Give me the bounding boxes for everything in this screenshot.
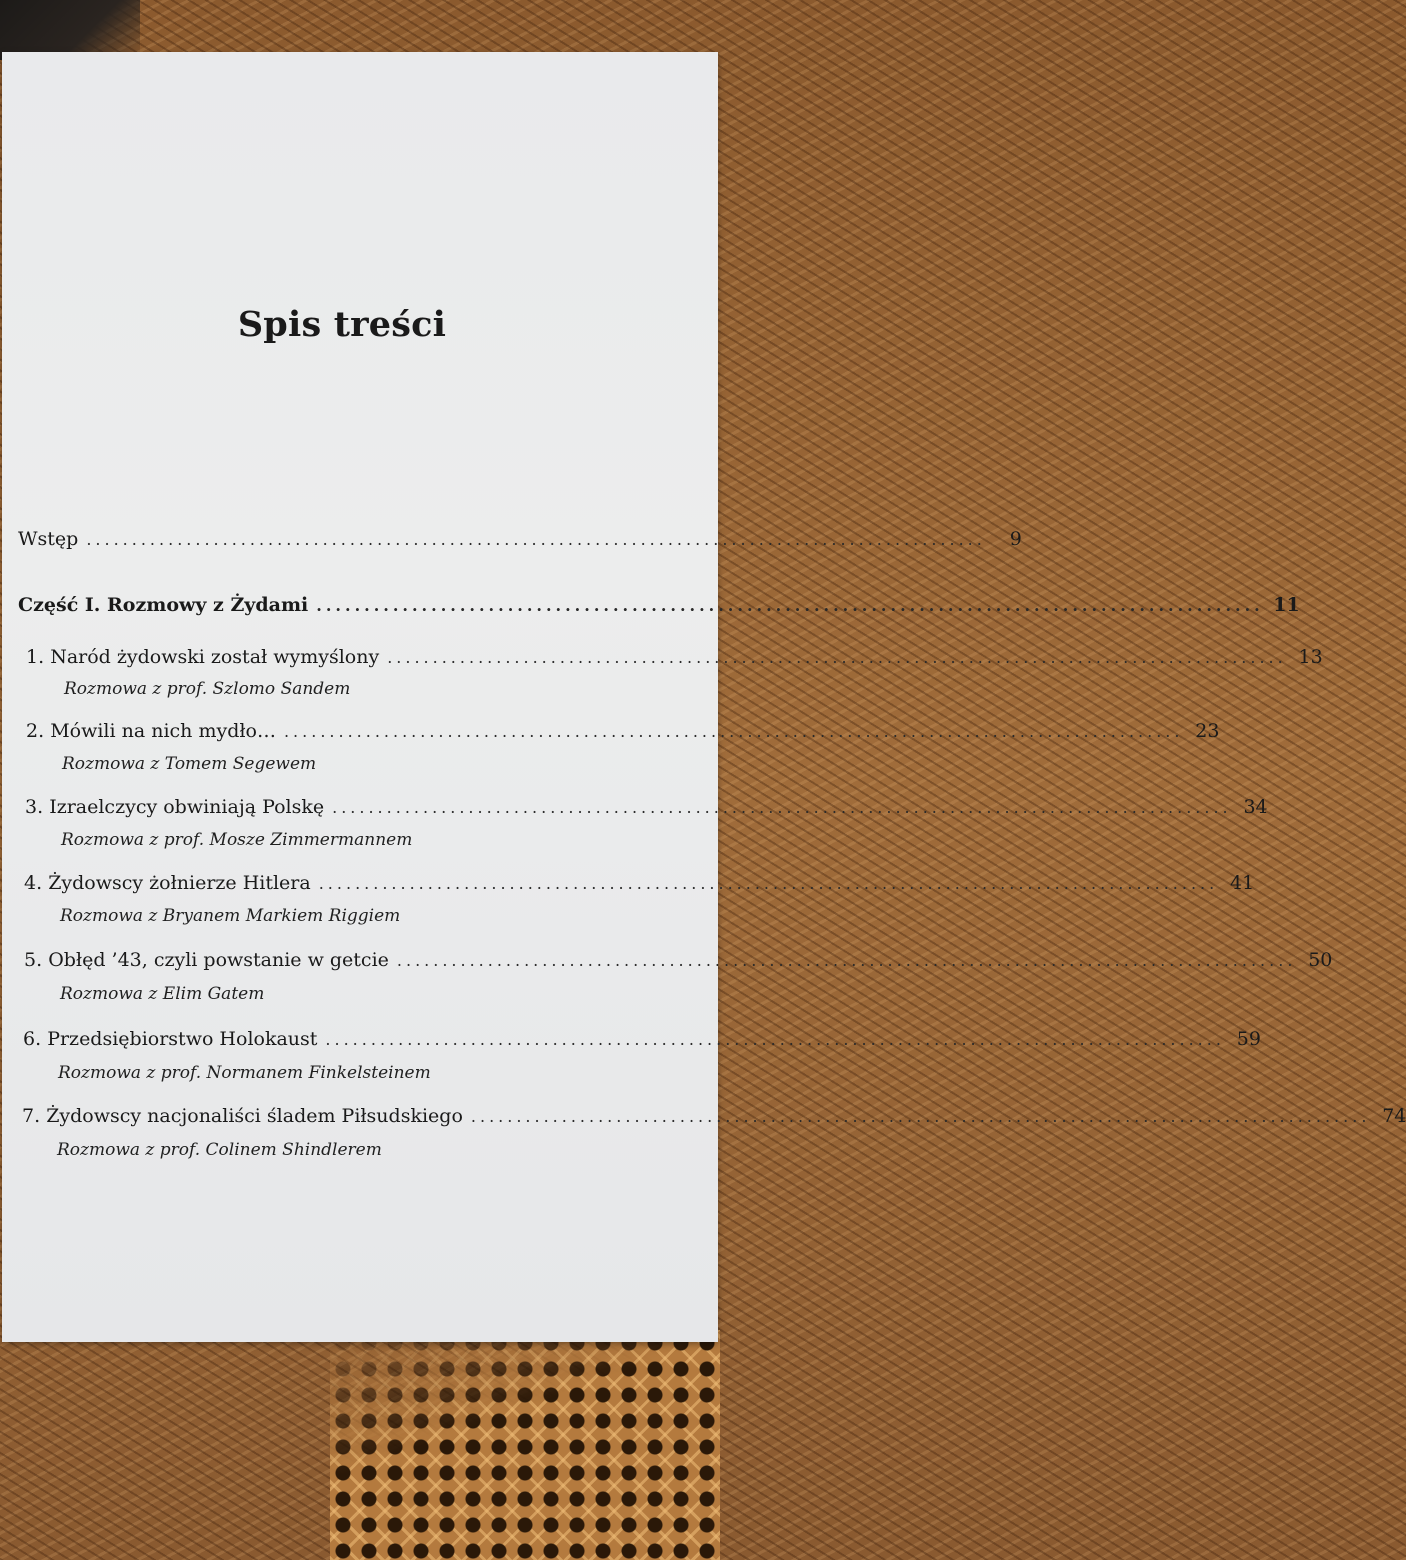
toc-chapter-5: [24, 949, 1333, 971]
toc-entry-label: Część I. Rozmowy z Żydami: [18, 594, 309, 616]
toc-chapter-3: [25, 796, 1268, 818]
toc-chapter-subtitle: Rozmowa z Tomem Segewem: [62, 754, 317, 774]
toc-leader-dots: ...................................................................................................: [325, 1030, 1225, 1049]
toc-page-number: 74: [1382, 1105, 1406, 1127]
toc-page-number: 23: [1195, 720, 1220, 742]
background-corner: [0, 0, 140, 60]
toc-leader-dots: ...................................................................................................: [396, 951, 1297, 970]
toc-leader-dots: ...................................................................................................: [318, 874, 1219, 893]
toc-chapter-1: [26, 646, 1323, 668]
toc-chapter-subtitle: Rozmowa z Elim Gatem: [60, 984, 265, 1004]
toc-chapter-subtitle: Rozmowa z Bryanem Markiem Riggiem: [60, 906, 401, 926]
toc-page-number: 13: [1298, 646, 1323, 668]
toc-chapter-title: 2. Mówili na nich mydło…: [26, 720, 276, 742]
toc-page-number: 41: [1230, 872, 1255, 894]
toc-chapter-7: [22, 1105, 1406, 1127]
page-title: Spis treści: [237, 304, 447, 345]
toc-page-number: 59: [1236, 1028, 1261, 1050]
toc-leader-dots: ...................................................................................................: [316, 596, 1264, 615]
toc-chapter-subtitle: Rozmowa z prof. Normanem Finkelsteinem: [58, 1063, 431, 1083]
toc-entry-introduction: [18, 528, 1022, 550]
toc-chapter-title: 1. Naród żydowski został wymyślony: [26, 646, 380, 668]
toc-chapter-6: [23, 1028, 1261, 1050]
toc-entry-part-one: [18, 594, 1300, 616]
toc-chapter-4: [24, 872, 1255, 894]
toc-entry-label: Wstęp: [18, 528, 79, 550]
toc-chapter-title: 6. Przedsiębiorstwo Holokaust: [23, 1028, 318, 1050]
toc-chapter-title: 7. Żydowscy nacjonaliści śladem Piłsudskiego: [22, 1105, 463, 1127]
toc-chapter-subtitle: Rozmowa z prof. Szlomo Sandem: [64, 679, 351, 699]
toc-chapter-title: 4. Żydowscy żołnierze Hitlera: [24, 872, 311, 894]
cane-chair-texture: [330, 1330, 720, 1560]
toc-leader-dots: ...................................................................................................: [470, 1107, 1371, 1126]
toc-page-number: 34: [1243, 796, 1268, 818]
toc-leader-dots: ...................................................................................................: [283, 722, 1184, 741]
toc-chapter-subtitle: Rozmowa z prof. Colinem Shindlerem: [57, 1140, 382, 1160]
toc-leader-dots: ...................................................................................................: [387, 648, 1287, 667]
toc-chapter-title: 3. Izraelczycy obwiniają Polskę: [25, 796, 325, 818]
toc-chapter-title: 5. Obłęd ’43, czyli powstanie w getcie: [24, 949, 389, 971]
book-page: [2, 52, 1406, 1342]
toc-chapter-subtitle: Rozmowa z prof. Mosze Zimmermannem: [61, 830, 413, 850]
toc-page-number: 50: [1308, 949, 1333, 971]
toc-chapter-2: [26, 720, 1220, 742]
toc-leader-dots: ...................................................................................................: [332, 798, 1232, 817]
toc-page-number: 9: [1009, 528, 1022, 550]
toc-leader-dots: ...................................................................................................: [86, 530, 986, 549]
toc-page-number: 11: [1273, 594, 1300, 616]
